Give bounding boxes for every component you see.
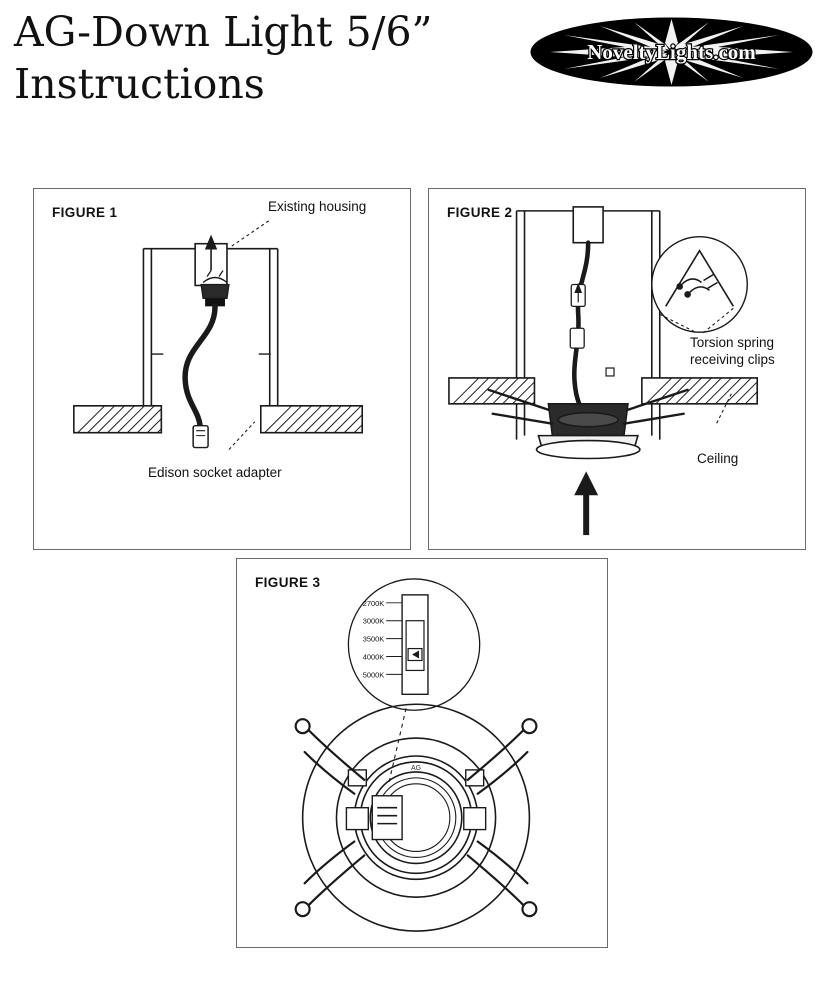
figure-2-label: FIGURE 2: [447, 205, 513, 220]
novelty-lights-logo: [530, 17, 813, 87]
callout-ceiling: Ceiling: [697, 451, 739, 466]
callout-edison-socket-adapter: Edison socket adapter: [148, 465, 282, 480]
cct-option-5000k: 5000K: [362, 670, 385, 680]
figure-3-illustration: [237, 559, 607, 947]
callout-existing-housing: Existing housing: [268, 199, 367, 214]
fixture-face-mark: AG: [411, 764, 422, 772]
figure-1-panel: [33, 188, 411, 550]
logo-text: NoveltyLights.com: [587, 40, 756, 64]
figure-3-label: FIGURE 3: [255, 575, 321, 590]
figure-2-illustration: [429, 189, 805, 549]
cct-option-3500k: 3500K: [362, 634, 385, 644]
figure-1-illustration: [34, 189, 410, 549]
figure-3-panel: [236, 558, 608, 948]
cct-option-3000k: 3000K: [362, 616, 385, 626]
figure-2-panel: [428, 188, 806, 550]
page-title-line-1: AG-Down Light 5/6”: [14, 8, 433, 56]
callout-torsion-spring-clips: Torsion spring receiving clips: [690, 335, 775, 367]
document-header: [0, 0, 836, 125]
page-title: [14, 6, 534, 110]
figure-1-label: FIGURE 1: [52, 205, 118, 220]
cct-option-4000k: 4000K: [362, 652, 385, 662]
page-title-line-2: Instructions: [14, 60, 265, 108]
cct-option-2700k: 2700K: [362, 598, 385, 608]
